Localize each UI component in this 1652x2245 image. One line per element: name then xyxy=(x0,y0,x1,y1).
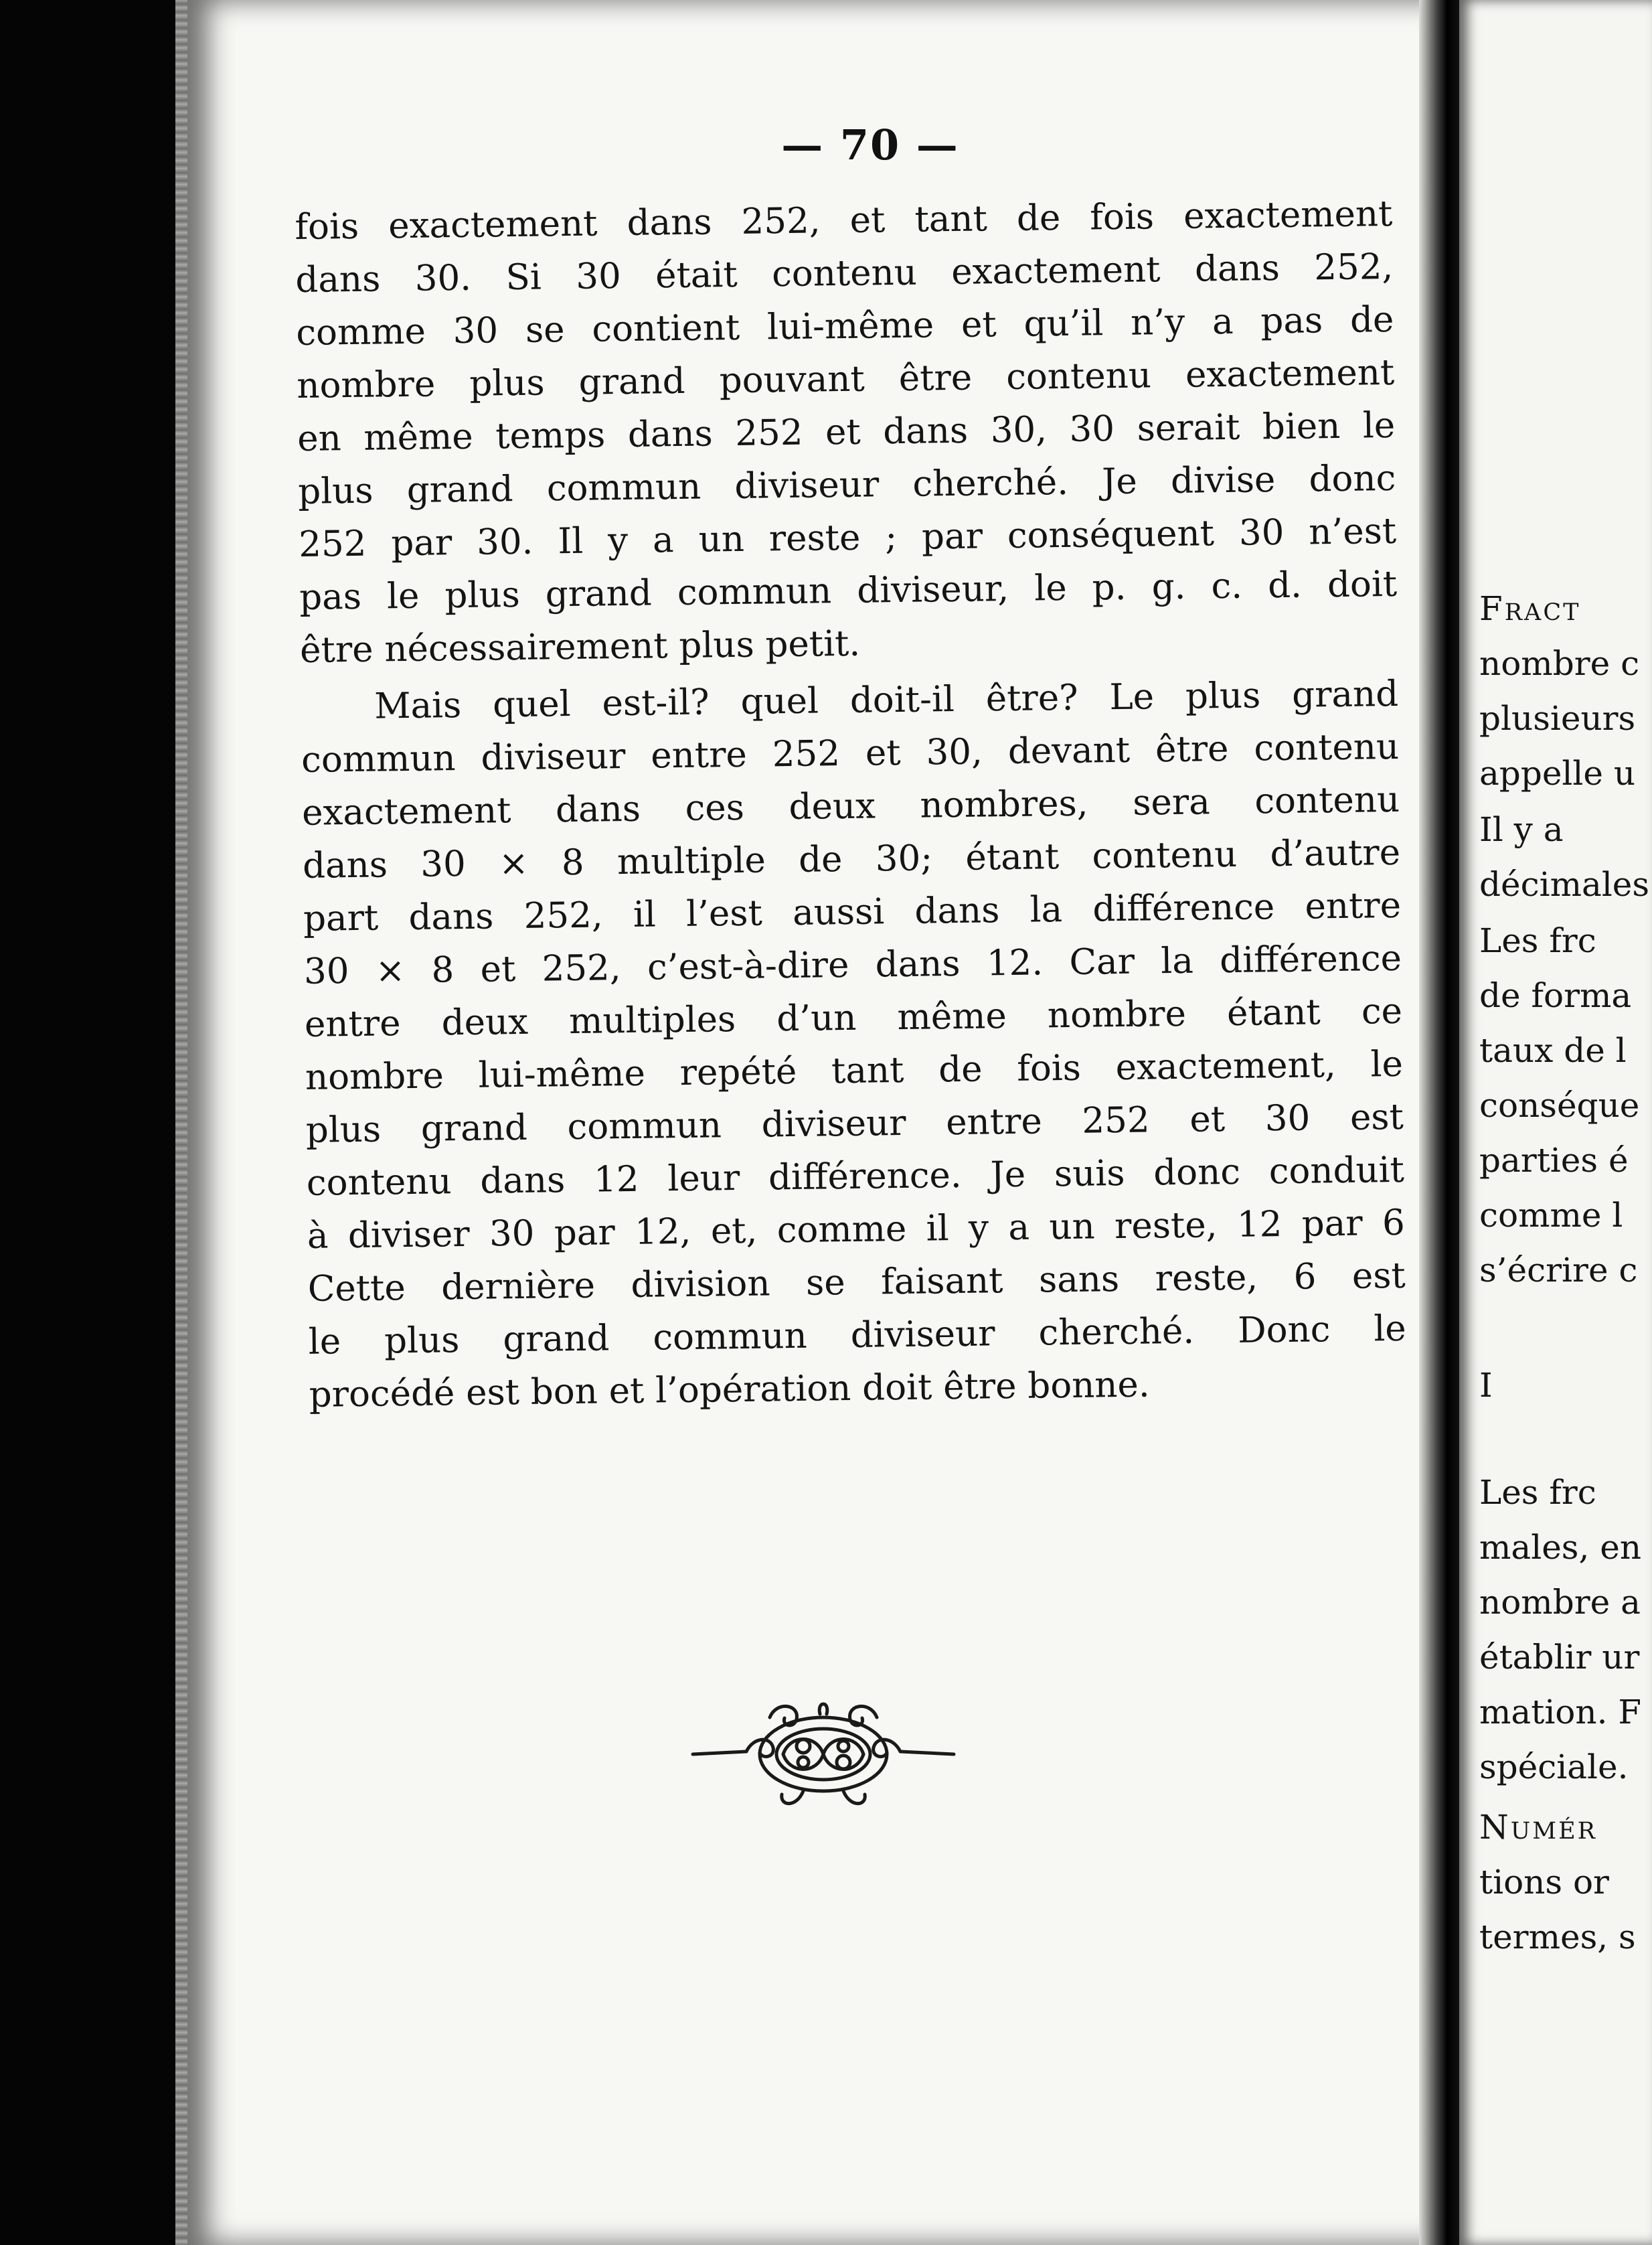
facing-page-line: I xyxy=(1479,1366,1493,1405)
body-text xyxy=(295,187,1407,1421)
body-line: Mais quel est-il? quel doit-il être? Le plus grand xyxy=(374,673,1399,727)
body-line: commun diviseur entre 252 et 30, devant être contenu xyxy=(301,726,1400,781)
facing-page-line: s’écrire c xyxy=(1479,1251,1638,1290)
body-line: dans 30 × 8 multiple de 30; étant contenu d’autre xyxy=(302,832,1401,886)
body-line: comme 30 se contient lui-même et qu’il n’y a pas de xyxy=(296,299,1394,354)
facing-page-line: établir ur xyxy=(1479,1638,1640,1677)
scroll-ornament-icon xyxy=(689,1687,957,1821)
facing-page-line: Numér xyxy=(1479,1808,1597,1847)
facing-page-line: tions or xyxy=(1479,1863,1609,1902)
body-line: contenu dans 12 leur différence. Je suis donc conduit xyxy=(306,1149,1405,1204)
facing-page-line: Fract xyxy=(1479,589,1581,628)
body-line: à diviser 30 par 12, et, comme il y a un reste, 12 par 6 xyxy=(307,1202,1406,1257)
page-number: — 70 — xyxy=(781,121,959,169)
body-line: entre deux multiples d’un même nombre étant ce xyxy=(304,990,1403,1045)
facing-page-line: nombre a xyxy=(1479,1583,1641,1622)
facing-page-line: mation. F xyxy=(1479,1693,1642,1731)
facing-page-line: décimales xyxy=(1479,865,1650,904)
body-line: nombre plus grand pouvant être contenu exactement xyxy=(297,352,1395,406)
facing-page-line: comme l xyxy=(1479,1196,1623,1235)
facing-page-line: plusieurs xyxy=(1479,699,1636,738)
body-line: fois exactement dans 252, et tant de fois exactement xyxy=(295,193,1393,248)
facing-page-line: termes, s xyxy=(1479,1918,1636,1956)
body-line: plus grand commun diviseur entre 252 et 30 est xyxy=(305,1096,1404,1151)
facing-page-line: taux de l xyxy=(1479,1031,1627,1070)
facing-page-line: spéciale. xyxy=(1479,1748,1629,1786)
body-line: le plus grand commun diviseur cherché. Donc le xyxy=(308,1308,1407,1363)
body-line: part dans 252, il l’est aussi dans la différence entre xyxy=(303,884,1402,939)
facing-page-line: Il y a xyxy=(1479,810,1564,849)
facing-page-line: appelle u xyxy=(1479,754,1636,793)
body-line: Cette dernière division se faisant sans reste, 6 est xyxy=(307,1255,1406,1310)
facing-page-line: Les frc xyxy=(1479,921,1596,960)
facing-page-line: males, en xyxy=(1479,1528,1642,1567)
body-line: exactement dans ces deux nombres, sera contenu xyxy=(301,779,1400,834)
body-line: nombre lui-même repété tant de fois exactement, le xyxy=(305,1043,1404,1098)
body-line: procédé est bon et l’opération doit être bonne. xyxy=(309,1364,1151,1415)
body-line: 252 par 30. Il y a un reste ; par conséquent 30 n’est xyxy=(298,510,1397,565)
facing-page-line: conséque xyxy=(1479,1086,1640,1125)
body-line: être nécessairement plus petit. xyxy=(299,623,861,671)
facing-page-line: de forma xyxy=(1479,976,1632,1015)
body-line: dans 30. Si 30 était contenu exactement dans 252, xyxy=(295,246,1394,301)
body-line: pas le plus grand commun diviseur, le p. g. c. d. doit xyxy=(299,563,1398,618)
body-line: plus grand commun diviseur cherché. Je divise donc xyxy=(297,457,1396,512)
body-line: en même temps dans 252 et dans 30, 30 serait bien le xyxy=(297,404,1396,459)
body-line: 30 × 8 et 252, c’est-à-dire dans 12. Car la différence xyxy=(303,937,1402,992)
facing-page-line: parties é xyxy=(1479,1141,1629,1180)
facing-page-line: nombre c xyxy=(1479,644,1640,683)
facing-page-line: Les frc xyxy=(1479,1473,1596,1512)
